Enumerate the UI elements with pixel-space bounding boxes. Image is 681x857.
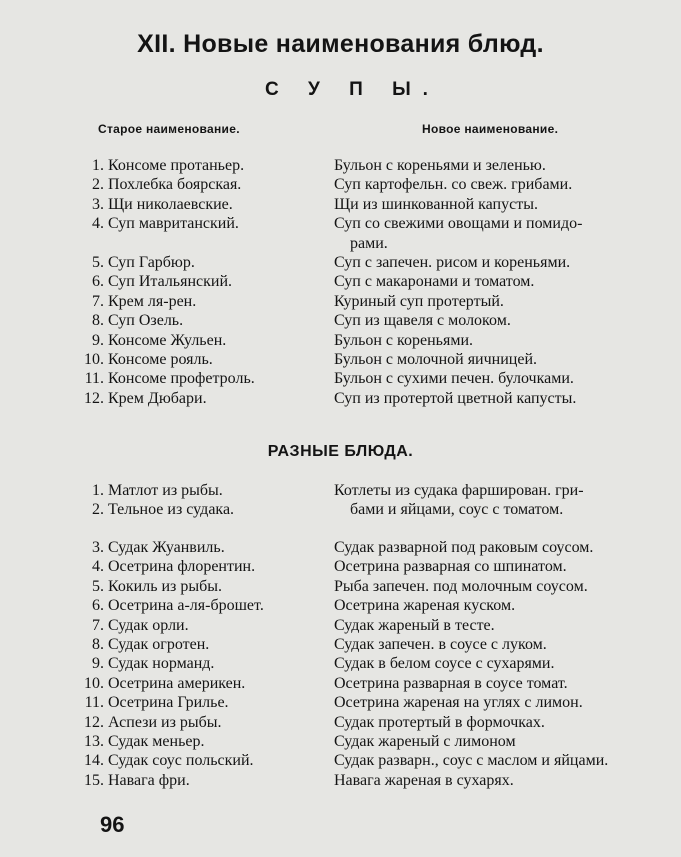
item-number: 9. — [92, 655, 104, 673]
old-dish-name: Судак орли. — [108, 616, 189, 634]
item-number: 7. — [92, 616, 104, 634]
old-dish-name: Судак норманд. — [108, 655, 215, 673]
old-dish-name: Консоме рояль. — [108, 350, 213, 368]
new-dish-name: Суп с макаронами и томатом. — [334, 273, 535, 291]
list-item — [0, 635, 681, 654]
new-dish-name: Бульон с молочной яичницей. — [334, 350, 538, 368]
list-item — [0, 292, 681, 311]
list-item — [0, 577, 681, 596]
new-dish-name: Бульон с кореньями. — [334, 331, 473, 349]
new-dish-name: Судак в белом соусе с сухарями. — [334, 655, 555, 673]
item-number: 12. — [84, 389, 104, 407]
old-dish-name: Судак Жуанвиль. — [108, 539, 225, 556]
item-number: 4. — [92, 215, 104, 233]
old-dish-name: Навага фри. — [108, 771, 190, 789]
list-item — [0, 538, 681, 557]
new-dish-name: Котлеты из судака фарширован. гри- — [334, 482, 584, 499]
item-number: 5. — [92, 577, 104, 595]
list-item — [0, 693, 681, 712]
list-item — [0, 389, 681, 408]
old-dish-name: Судак огротен. — [108, 635, 210, 653]
old-dish-name: Консоме профетроль. — [108, 370, 255, 388]
item-number: 14. — [84, 752, 104, 770]
item-number: 9. — [92, 331, 104, 349]
new-dish-name: Бульон с кореньями и зеленью. — [334, 157, 546, 174]
old-dish-name: Осетрина а-ля-брошет. — [108, 597, 264, 615]
misc-dishes-section-title: РАЗНЫЕ БЛЮДА. — [267, 443, 414, 460]
old-dish-name: Осетрина америкен. — [108, 674, 246, 692]
page-number: 96 — [100, 812, 125, 837]
item-number: 1. — [92, 157, 104, 174]
old-dish-name: Кокиль из рыбы. — [108, 577, 223, 595]
old-dish-name: Консоме Жульен. — [108, 331, 227, 349]
item-number: 2. — [92, 176, 104, 194]
misc-dishes-list-part-2 — [0, 538, 681, 790]
soups-list — [0, 156, 681, 408]
old-dish-name: Щи николаевские. — [108, 195, 233, 213]
item-number: 6. — [92, 273, 104, 291]
new-dish-name: Рыба запечен. под молочным соусом. — [334, 577, 588, 595]
list-item — [0, 272, 681, 291]
item-number: 6. — [92, 597, 104, 615]
new-dish-name: Судак протертый в формочках. — [334, 713, 545, 731]
item-number: 2. — [92, 501, 104, 519]
new-dish-name: Суп картофельн. со свеж. грибами. — [334, 176, 573, 194]
list-item — [0, 616, 681, 635]
old-name-column-header: Старое наименование. — [98, 122, 240, 136]
old-dish-name: Суп мавританский. — [108, 215, 239, 233]
new-dish-name: Судак разварн., соус с маслом и яйцами. — [334, 752, 609, 770]
list-item — [0, 195, 681, 214]
new-dish-name: Суп из щавеля с молоком. — [334, 312, 511, 330]
new-dish-name: Осетрина жареная на углях с лимон. — [334, 694, 583, 712]
new-dish-name: Судак запечен. в соусе с луком. — [334, 635, 547, 653]
item-number: 11. — [84, 370, 104, 388]
item-number: 11. — [84, 694, 104, 712]
list-item — [0, 771, 681, 790]
new-dish-name: Судак жареный с лимоном — [334, 732, 516, 750]
item-number: 3. — [92, 195, 104, 213]
item-number: 10. — [84, 674, 104, 692]
item-number: 13. — [84, 732, 104, 750]
new-name-column-header: Новое наименование. — [422, 122, 559, 136]
new-dish-name: Суп из протертой цветной капусты. — [334, 389, 577, 407]
new-dish-name: Осетрина разварная со шпинатом. — [334, 558, 567, 576]
list-item — [0, 175, 681, 194]
item-number: 5. — [92, 253, 104, 271]
item-number: 12. — [84, 713, 104, 731]
old-dish-name: Консоме протаньер. — [108, 157, 245, 174]
new-dish-name: Суп с запечен. рисом и кореньями. — [334, 253, 571, 271]
list-item — [0, 481, 681, 500]
item-number: 1. — [92, 482, 104, 499]
list-item — [0, 732, 681, 751]
list-item — [0, 350, 681, 369]
old-dish-name: Судак соус польский. — [108, 752, 254, 770]
item-number: 10. — [84, 350, 104, 368]
list-item — [0, 369, 681, 388]
list-item — [0, 331, 681, 350]
new-dish-name: Бульон с сухими печен. булочками. — [334, 370, 574, 388]
list-item — [0, 596, 681, 615]
new-dish-name: Судак жареный в тесте. — [334, 616, 495, 634]
old-dish-name: Похлебка боярская. — [108, 176, 242, 194]
item-number: 8. — [92, 635, 104, 653]
old-dish-name: Аспези из рыбы. — [108, 713, 222, 731]
list-item — [0, 311, 681, 330]
list-item — [0, 253, 681, 272]
old-dish-name: Суп Гарбюр. — [108, 253, 195, 271]
new-dish-name: бами и яйцами, соус с томатом. — [334, 501, 564, 519]
old-dish-name: Судак меньер. — [108, 732, 205, 750]
item-number: 15. — [84, 771, 104, 789]
list-item — [0, 500, 681, 519]
old-dish-name: Суп Озель. — [108, 312, 184, 330]
list-item — [0, 751, 681, 770]
new-dish-name: Судак разварной под раковым соусом. — [334, 539, 594, 556]
list-item — [0, 156, 681, 175]
item-number: 7. — [92, 292, 104, 310]
old-dish-name: Осетрина Грилье. — [108, 694, 229, 712]
old-dish-name: Осетрина флорентин. — [108, 558, 256, 576]
new-dish-name: Осетрина разварная в соусе томат. — [334, 674, 568, 692]
soups-section-title: С У П Ы. — [265, 79, 440, 100]
new-dish-name: Осетрина жареная куском. — [334, 597, 516, 615]
list-item — [0, 557, 681, 576]
list-item — [0, 214, 681, 253]
new-dish-name: Щи из шинкованной капусты. — [334, 195, 538, 213]
old-dish-name: Крем ля-рен. — [108, 292, 197, 310]
list-item — [0, 713, 681, 732]
list-item — [0, 654, 681, 673]
misc-dishes-list-part-1 — [0, 481, 681, 520]
old-dish-name: Крем Дюбари. — [108, 389, 207, 407]
old-dish-name: Тельное из судака. — [108, 501, 235, 519]
new-dish-name: Навага жареная в сухарях. — [334, 771, 514, 789]
list-item — [0, 674, 681, 693]
chapter-title: XII. Новые наименования блюд. — [137, 30, 544, 58]
old-dish-name: Матлот из рыбы. — [108, 482, 223, 499]
item-number: 4. — [92, 558, 104, 576]
old-dish-name: Суп Итальянский. — [108, 273, 233, 291]
item-number: 3. — [92, 539, 104, 556]
new-dish-name: Суп со свежими овощами и помидо- рами. — [334, 215, 583, 252]
new-dish-name: Куриный суп протертый. — [334, 292, 504, 310]
item-number: 8. — [92, 312, 104, 330]
